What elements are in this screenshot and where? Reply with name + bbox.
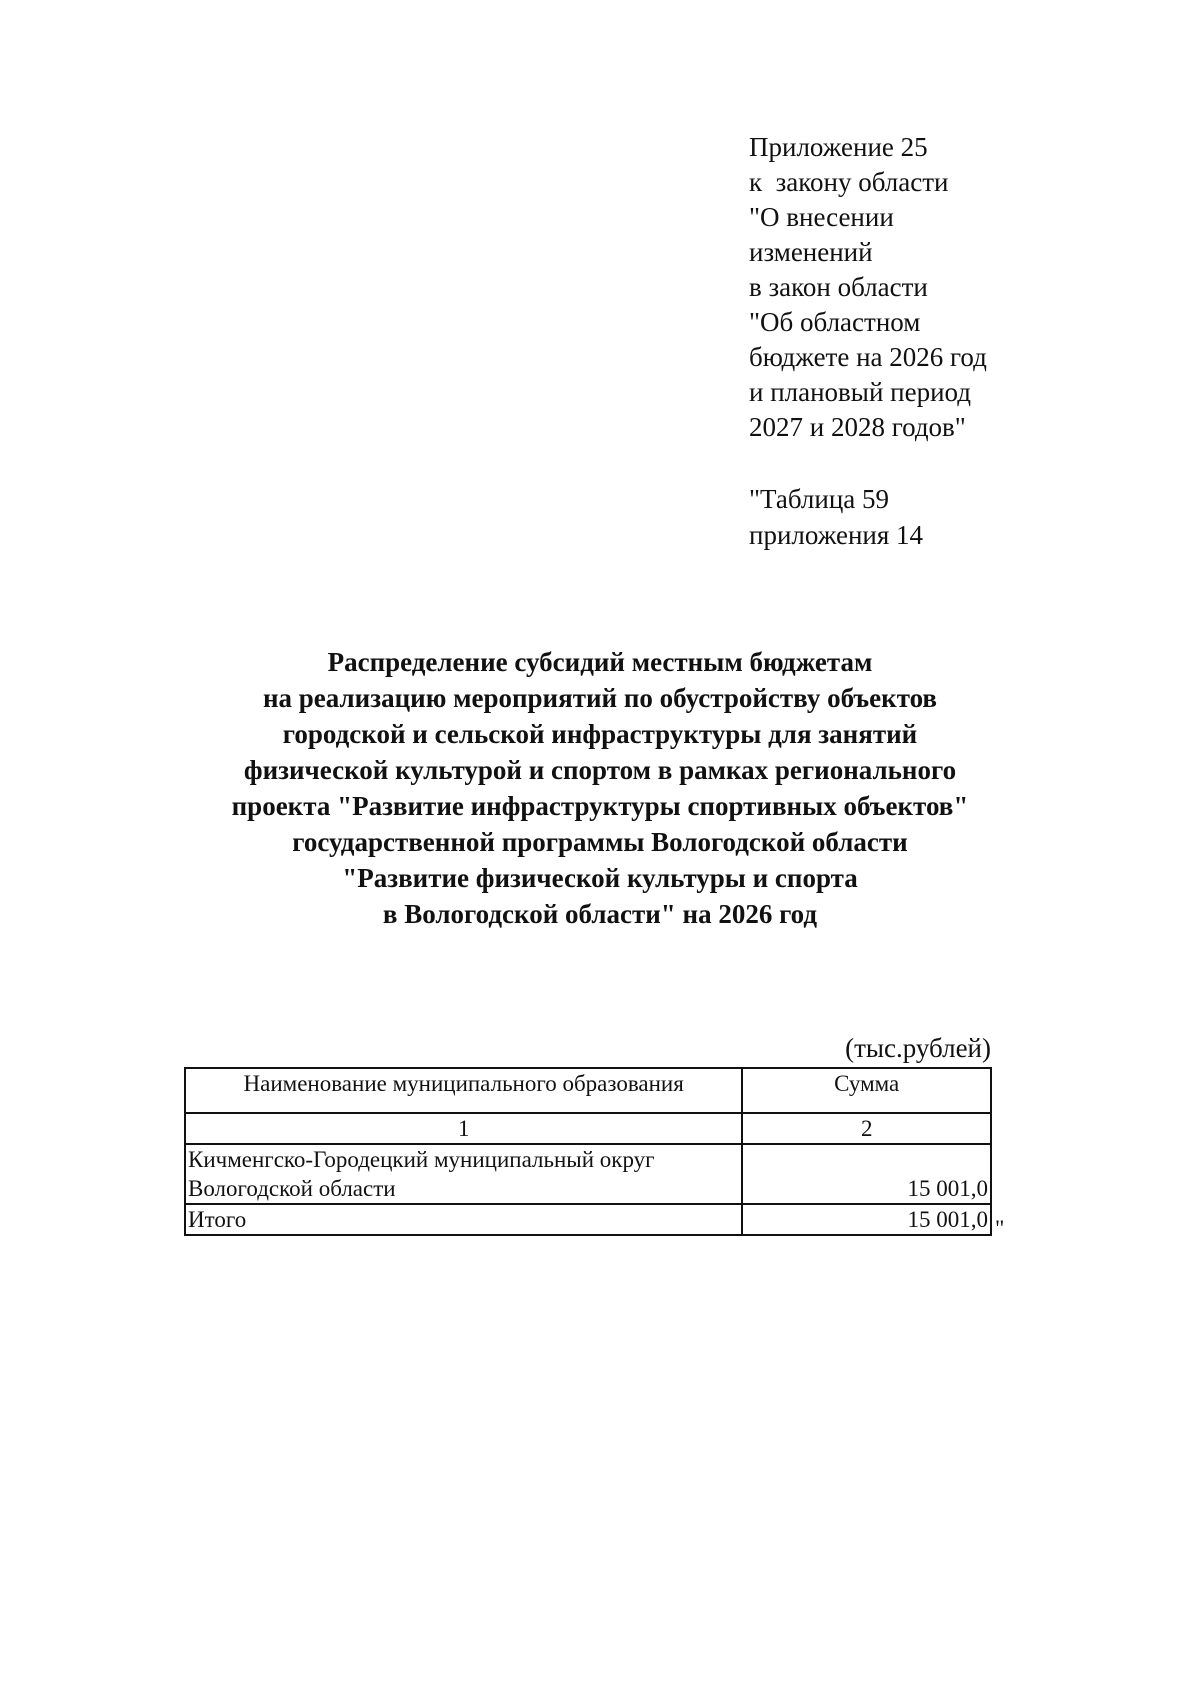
table-reference-line1: "Таблица 59 [749,484,889,514]
amount-cell: 15 001,0 [742,1144,991,1204]
table-reference [749,481,923,553]
appendix-line: "О внесении [749,202,894,232]
title-line: Распределение субсидий местным бюджетам [327,647,873,677]
total-label: Итого [185,1204,742,1235]
appendix-line: к закону области [749,167,949,197]
subsidy-table [184,1067,992,1236]
column-number: 2 [742,1113,991,1144]
column-number: 1 [185,1113,742,1144]
title-line: "Развитие физической культуры и спорта [342,863,858,893]
municipality-name-cell [185,1144,742,1204]
appendix-line: бюджете на 2026 год [749,342,987,372]
appendix-line: изменений [749,237,873,267]
title-line: проекта "Развитие инфраструктуры спортивных объектов" [231,791,969,821]
table-reference-line2: приложения 14 [749,520,924,550]
appendix-line: 2027 и 2028 годов" [749,412,966,442]
municipality-name-line: Вологодской области [188,1176,396,1201]
header-municipality: Наименование муниципального образования [185,1068,742,1113]
title-line: в Вологодской области" на 2026 год [382,899,818,929]
units-label: (тыс.рублей) [845,1033,991,1063]
title-line: городской и сельской инфраструктуры для занятий [282,719,918,749]
total-amount: 15 001,0 [742,1204,991,1235]
appendix-line: и плановый период [749,377,971,407]
total-row [185,1204,991,1235]
closing-quote: " [995,1216,1005,1241]
municipality-name-line: Кичменгско-Городецкий муниципальный округ [188,1147,655,1172]
document-title [160,644,1040,932]
title-line: физической культурой и спортом в рамках регионального [243,755,957,785]
appendix-line: Приложение 25 [749,132,928,162]
header-amount: Сумма [742,1068,991,1113]
column-number-row [185,1113,991,1144]
title-line: государственной программы Вологодской области [292,827,908,857]
title-line: на реализацию мероприятий по обустройству объектов [262,683,938,713]
table-row [185,1144,991,1204]
appendix-header [749,130,1049,445]
appendix-line: в закон области [749,272,928,302]
table-header-row [185,1068,991,1113]
appendix-line: "Об областном [749,307,921,337]
